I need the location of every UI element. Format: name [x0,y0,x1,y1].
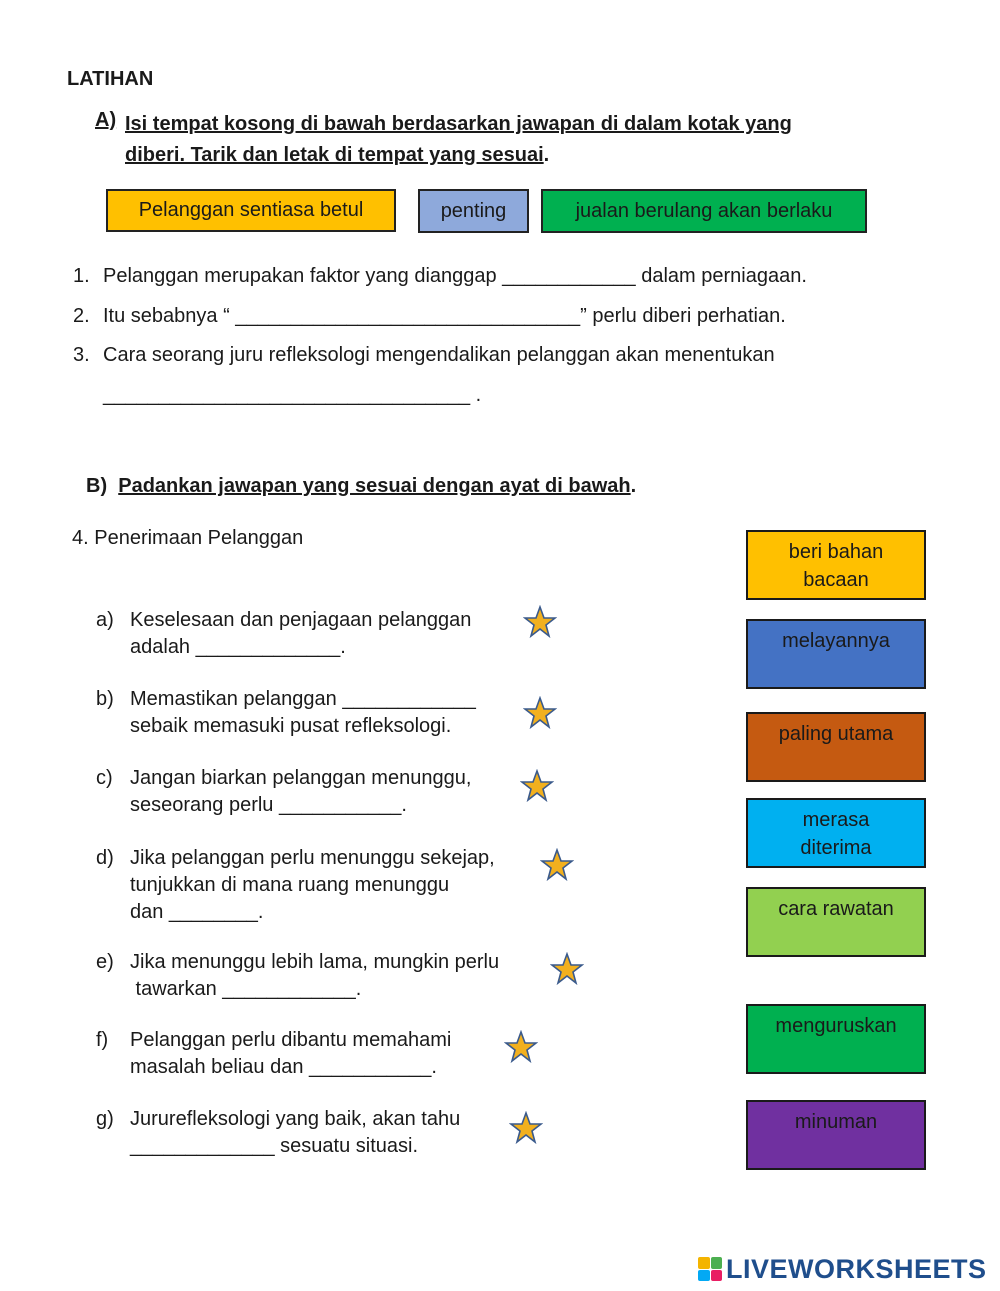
item-label: b) [96,688,114,710]
answer-box-paling-utama[interactable]: paling utama [746,712,926,782]
star-icon[interactable] [523,696,557,730]
section-b-heading: 4. Penerimaan Pelanggan [72,527,304,549]
answer-box-menguruskan[interactable]: menguruskan [746,1004,926,1074]
item-line: masalah beliau dan ___________. [130,1056,437,1078]
footer-brand [698,1254,987,1284]
footer-brand-text: LIVEWORKSHEETS [726,1253,987,1284]
answer-box-merasa-diterima[interactable] [746,798,926,868]
item-line: Keselesaan dan penjagaan pelanggan [130,609,472,631]
answer-box-beri-bahan-bacaan[interactable] [746,530,926,600]
item-label: g) [96,1108,114,1130]
item-line: sebaik memasuki pusat refleksologi. [130,715,452,737]
answer-box-minuman[interactable]: minuman [746,1100,926,1170]
item-text [130,1027,560,1081]
star-icon[interactable] [509,1111,543,1145]
question-blank[interactable]: _________________________________ . [103,384,482,406]
question-number: 3. [73,344,90,366]
item-line: tawarkan ____________. [130,978,362,1000]
item-line: Memastikan pelanggan ____________ [130,688,476,710]
item-text [130,607,560,661]
question-text: Pelanggan merupakan faktor yang dianggap ____________ dalam perniagaan. [103,265,807,287]
item-line: seseorang perlu ___________. [130,794,407,816]
question-text: Itu sebabnya “ _______________________________” perlu diberi perhatian. [103,305,786,327]
liveworksheets-logo-icon [698,1257,722,1281]
item-line: Jika menunggu lebih lama, mungkin perlu [130,951,500,973]
answer-text: beri bahan bacaan [788,541,884,591]
section-a-instruction-line1: Isi tempat kosong di bawah berdasarkan jawapan di dalam kotak yang [125,113,792,135]
word-box-pelanggan-sentiasa-betul[interactable]: Pelanggan sentiasa betul [106,189,396,232]
section-a-instruction [125,109,925,171]
section-b-label: B) [86,475,108,497]
item-line: tunjukkan di mana ruang menunggu [130,874,450,896]
star-icon[interactable] [523,605,557,639]
item-line: Jangan biarkan pelanggan menunggu, [130,767,472,789]
star-icon[interactable] [550,952,584,986]
question-number: 1. [73,265,90,287]
item-label: c) [96,767,113,789]
item-text [130,686,560,740]
item-line: dan ________. [130,901,264,923]
section-a-label: A) [95,109,117,131]
item-text [130,1106,560,1160]
section-a-instruction-end: . [543,144,550,166]
star-icon[interactable] [520,769,554,803]
answer-text: merasa diterima [800,809,872,859]
section-a-instruction-line2: diberi. Tarik dan letak di tempat yang sesuai [125,144,544,166]
section-b-instruction-text: Padankan jawapan yang sesuai dengan ayat di bawah [118,475,631,497]
section-b-instruction-end: . [630,475,637,497]
page-title: LATIHAN [67,68,154,90]
item-line: Jururefleksologi yang baik, akan tahu [130,1108,461,1130]
item-line: Jika pelanggan perlu menunggu sekejap, [130,847,495,869]
question-number: 2. [73,305,90,327]
item-label: a) [96,609,114,631]
item-label: f) [96,1029,109,1051]
answer-box-cara-rawatan[interactable]: cara rawatan [746,887,926,957]
answer-box-melayannya[interactable]: melayannya [746,619,926,689]
item-line: adalah _____________. [130,636,346,658]
word-box-penting[interactable]: penting [418,189,529,233]
item-label: d) [96,847,114,869]
item-text [130,845,560,926]
item-label: e) [96,951,114,973]
star-icon[interactable] [540,848,574,882]
item-line: _____________ sesuatu situasi. [130,1135,419,1157]
item-text [130,765,560,819]
question-text: Cara seorang juru refleksologi mengendalikan pelanggan akan menentukan [103,344,775,366]
item-line: Pelanggan perlu dibantu memahami [130,1029,452,1051]
section-b-instruction [86,475,636,498]
word-box-jualan-berulang[interactable]: jualan berulang akan berlaku [541,189,867,233]
star-icon[interactable] [504,1030,538,1064]
item-text [130,949,560,1003]
